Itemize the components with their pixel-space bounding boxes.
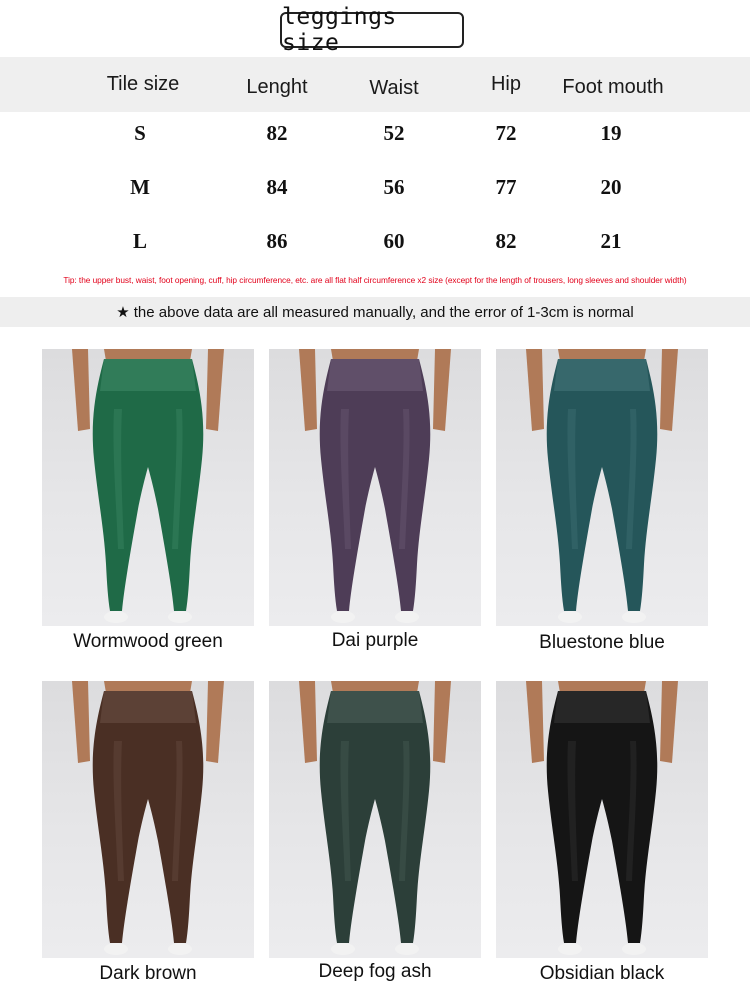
product-photo <box>269 349 481 626</box>
arm-left <box>299 681 317 763</box>
shoe-right <box>395 611 419 623</box>
waistband <box>554 691 650 723</box>
shoe-right <box>622 943 646 955</box>
product-photo <box>496 349 708 626</box>
table-row <box>0 57 750 300</box>
header-foot-mouth: Foot mouth <box>562 76 664 98</box>
color-option-dark-brown[interactable] <box>42 681 254 984</box>
waistband <box>100 691 196 723</box>
shoe-left <box>558 943 582 955</box>
leggings-body <box>320 359 431 611</box>
color-label: Dark brown <box>99 963 197 984</box>
color-option-bluestone-blue[interactable] <box>496 349 708 653</box>
arm-left <box>526 349 544 431</box>
color-label: Bluestone blue <box>539 632 665 653</box>
cell-size: M <box>130 175 150 199</box>
arm-left <box>299 349 317 431</box>
product-photo <box>269 681 481 958</box>
leggings-illustration <box>269 681 481 958</box>
arm-right <box>433 681 451 763</box>
leggings-illustration <box>269 349 481 626</box>
cell-waist: 60 <box>383 229 405 253</box>
shoe-left <box>558 611 582 623</box>
waistband <box>554 359 650 391</box>
cell-foot-mouth: 19 <box>600 121 622 145</box>
shoe-right <box>622 611 646 623</box>
cell-hip: 72 <box>495 121 517 145</box>
measurement-note-text: the above data are all measured manually, and the error of 1-3cm is normal <box>133 303 634 321</box>
arm-right <box>433 349 451 431</box>
cell-waist: 52 <box>383 121 405 145</box>
header-waist: Waist <box>369 77 419 99</box>
arm-left <box>72 349 90 431</box>
shoe-left <box>104 943 128 955</box>
measurement-note <box>0 297 750 327</box>
arm-right <box>660 349 678 431</box>
cell-foot-mouth: 20 <box>600 175 622 199</box>
leggings-body <box>547 691 658 943</box>
arm-right <box>206 349 224 431</box>
arm-right <box>206 681 224 763</box>
leggings-body <box>93 359 204 611</box>
leggings-illustration <box>496 681 708 958</box>
color-option-wormwood-green[interactable] <box>42 349 254 652</box>
shoe-left <box>331 943 355 955</box>
shoe-right <box>168 611 192 623</box>
cell-size: L <box>132 229 148 253</box>
shoe-right <box>168 943 192 955</box>
cell-hip: 82 <box>495 229 517 253</box>
page-title: leggings size <box>280 12 464 48</box>
waistband <box>100 359 196 391</box>
cell-length: 82 <box>266 121 288 145</box>
shoe-left <box>331 611 355 623</box>
cell-waist: 56 <box>383 175 405 199</box>
measurement-tip: Tip: the upper bust, waist, foot opening, cuff, hip circumference, etc. are all flat half circumference x2 size (except for the length of trousers, long sleeves and shoulder width) <box>63 275 687 285</box>
color-option-deep-fog-ash[interactable] <box>269 681 481 982</box>
cell-length: 84 <box>266 175 288 199</box>
leggings-body <box>547 359 658 611</box>
header-hip: Hip <box>490 73 522 95</box>
leggings-body <box>320 691 431 943</box>
shoe-right <box>395 943 419 955</box>
arm-left <box>526 681 544 763</box>
leggings-illustration <box>42 681 254 958</box>
leggings-body <box>93 691 204 943</box>
arm-right <box>660 681 678 763</box>
leggings-illustration <box>42 349 254 626</box>
color-label: Deep fog ash <box>318 961 432 982</box>
color-label: Wormwood green <box>73 631 223 652</box>
cell-hip: 77 <box>495 175 517 199</box>
product-photo <box>42 681 254 958</box>
leggings-illustration <box>496 349 708 626</box>
product-photo <box>42 349 254 626</box>
shoe-left <box>104 611 128 623</box>
arm-left <box>72 681 90 763</box>
star-icon: ★ <box>116 304 130 321</box>
header-tile-size: Tile size <box>106 73 180 95</box>
size-chart <box>0 57 750 300</box>
waistband <box>327 691 423 723</box>
cell-length: 86 <box>266 229 288 253</box>
color-option-obsidian-black[interactable] <box>496 681 708 984</box>
cell-size: S <box>134 121 146 145</box>
color-label: Dai purple <box>331 630 419 651</box>
waistband <box>327 359 423 391</box>
header-length: Lenght <box>246 76 308 98</box>
cell-foot-mouth: 21 <box>600 229 622 253</box>
product-photo <box>496 681 708 958</box>
color-option-dai-purple[interactable] <box>269 349 481 651</box>
color-label: Obsidian black <box>539 963 665 984</box>
